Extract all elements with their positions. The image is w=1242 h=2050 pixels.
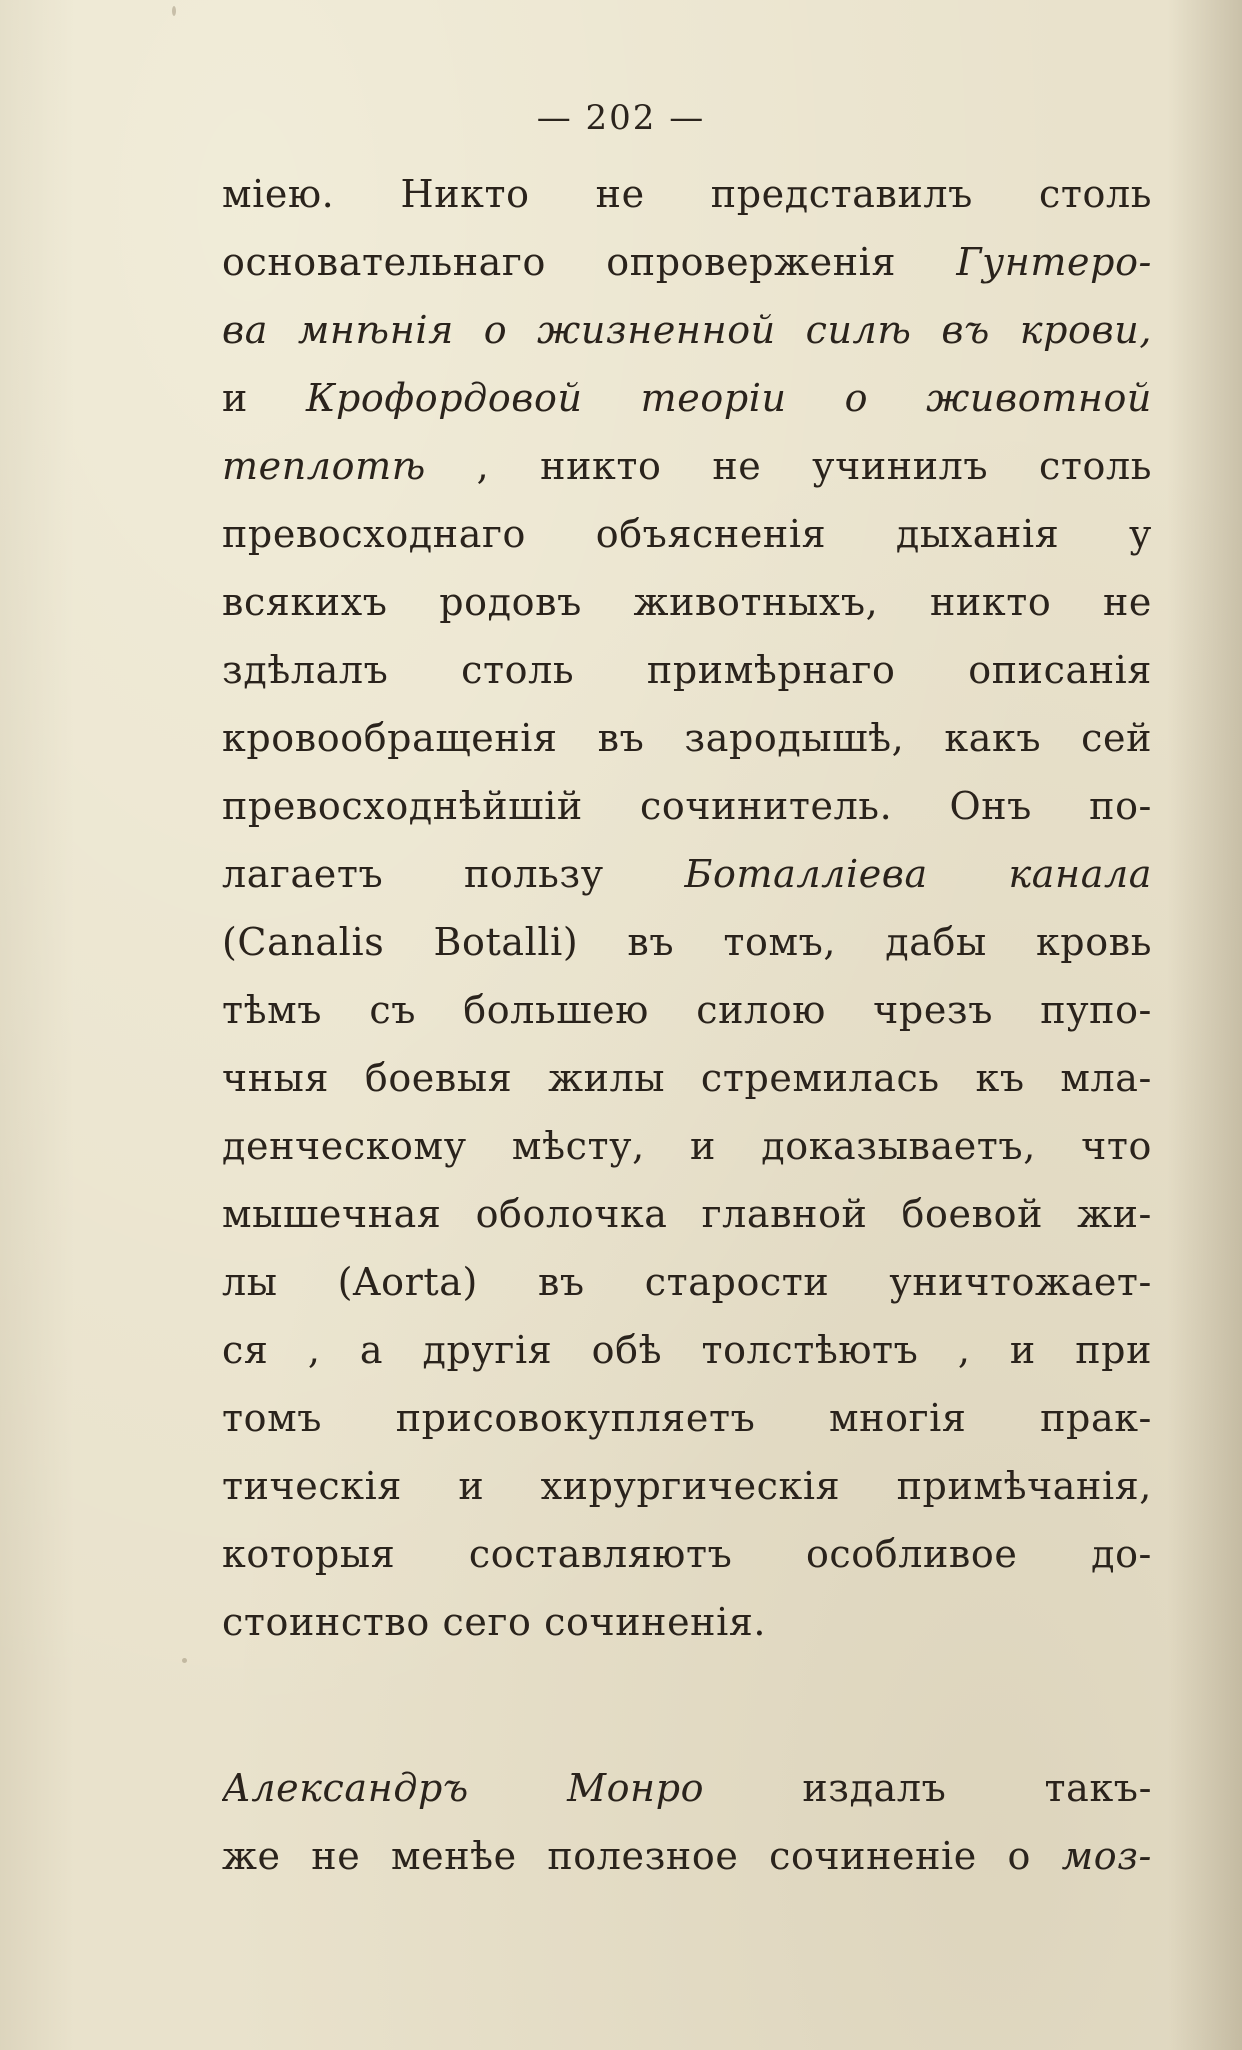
- italic-text-run: Гунтеро-: [956, 240, 1152, 284]
- text-run: мышечная оболочка главной боевой жи-: [222, 1192, 1152, 1236]
- text-line: [222, 1520, 1152, 1588]
- italic-text-run: моз-: [1061, 1834, 1152, 1878]
- text-line: [222, 1588, 1152, 1656]
- page-number: — 202 —: [536, 98, 706, 138]
- text-run: лагаетъ пользу: [222, 852, 685, 896]
- paragraph-1: [222, 160, 1152, 1656]
- text-line: [222, 228, 1152, 296]
- text-run: (Canalis Botalli) въ томъ, дабы кровь: [222, 920, 1152, 964]
- text-line: [222, 908, 1152, 976]
- text-line: [222, 704, 1152, 772]
- text-line: [222, 840, 1152, 908]
- paragraph-2: [222, 1754, 1152, 1890]
- body-text: [222, 160, 1152, 1890]
- text-run: тическія и хирургическія примѣчанія,: [222, 1464, 1152, 1508]
- text-line: [222, 636, 1152, 704]
- text-run: которыя составляютъ особливое до-: [222, 1532, 1152, 1576]
- text-run: міею. Никто не представилъ столь: [222, 172, 1152, 216]
- text-line: [222, 500, 1152, 568]
- text-line: [222, 1316, 1152, 1384]
- paper-speck: [172, 6, 176, 16]
- italic-text-run: ва мнѣнія о жизненной силѣ въ крови,: [222, 308, 1152, 352]
- text-run: здѣлалъ столь примѣрнаго описанія: [222, 648, 1152, 692]
- text-line: [222, 772, 1152, 840]
- paragraph-gap: [222, 1656, 1152, 1754]
- text-run: основательнаго опроверженія: [222, 240, 957, 284]
- text-run: всякихъ родовъ животныхъ, никто не: [222, 580, 1152, 624]
- text-line: [222, 364, 1152, 432]
- text-line: [222, 1044, 1152, 1112]
- text-line: [222, 1180, 1152, 1248]
- text-run: лы (Aorta) въ старости уничтожает-: [222, 1260, 1152, 1304]
- text-line: [222, 296, 1152, 364]
- text-line: [222, 1822, 1152, 1890]
- text-line: [222, 1452, 1152, 1520]
- text-run: денческому мѣсту, и доказываетъ, что: [222, 1124, 1152, 1168]
- text-line: [222, 1112, 1152, 1180]
- text-line: [222, 1754, 1152, 1822]
- text-run: и: [222, 376, 306, 420]
- text-run: издалъ такъ-: [704, 1766, 1152, 1810]
- text-line: [222, 976, 1152, 1044]
- paper-speck: [182, 1658, 187, 1663]
- text-line: [222, 160, 1152, 228]
- italic-text-run: Крофордовой теоріи о животной: [305, 376, 1152, 420]
- text-line: [222, 568, 1152, 636]
- text-run: кровообращенія въ зародышѣ, какъ сей: [222, 716, 1152, 760]
- italic-text-run: теплотѣ: [222, 444, 426, 488]
- text-run: томъ присовокупляетъ многія прак-: [222, 1396, 1152, 1440]
- text-run: превосходнѣйшій сочинитель. Онъ по-: [222, 784, 1152, 828]
- text-run: же не менѣе полезное сочиненіе о: [222, 1834, 1062, 1878]
- text-run: стоинство сего сочиненія.: [222, 1600, 767, 1644]
- text-run: превосходнаго объясненія дыханія у: [222, 512, 1152, 556]
- text-line: [222, 1248, 1152, 1316]
- text-run: , никто не учинилъ столь: [425, 444, 1152, 488]
- italic-text-run: Александръ Монро: [222, 1766, 705, 1810]
- text-run: ся , а другія обѣ толстѣютъ , и при: [222, 1328, 1152, 1372]
- italic-text-run: Боталліева канала: [684, 852, 1152, 896]
- text-run: чныя боевыя жилы стремилась къ мла-: [222, 1056, 1152, 1100]
- text-run: тѣмъ съ большею силою чрезъ пупо-: [222, 988, 1152, 1032]
- text-line: [222, 1384, 1152, 1452]
- text-line: [222, 432, 1152, 500]
